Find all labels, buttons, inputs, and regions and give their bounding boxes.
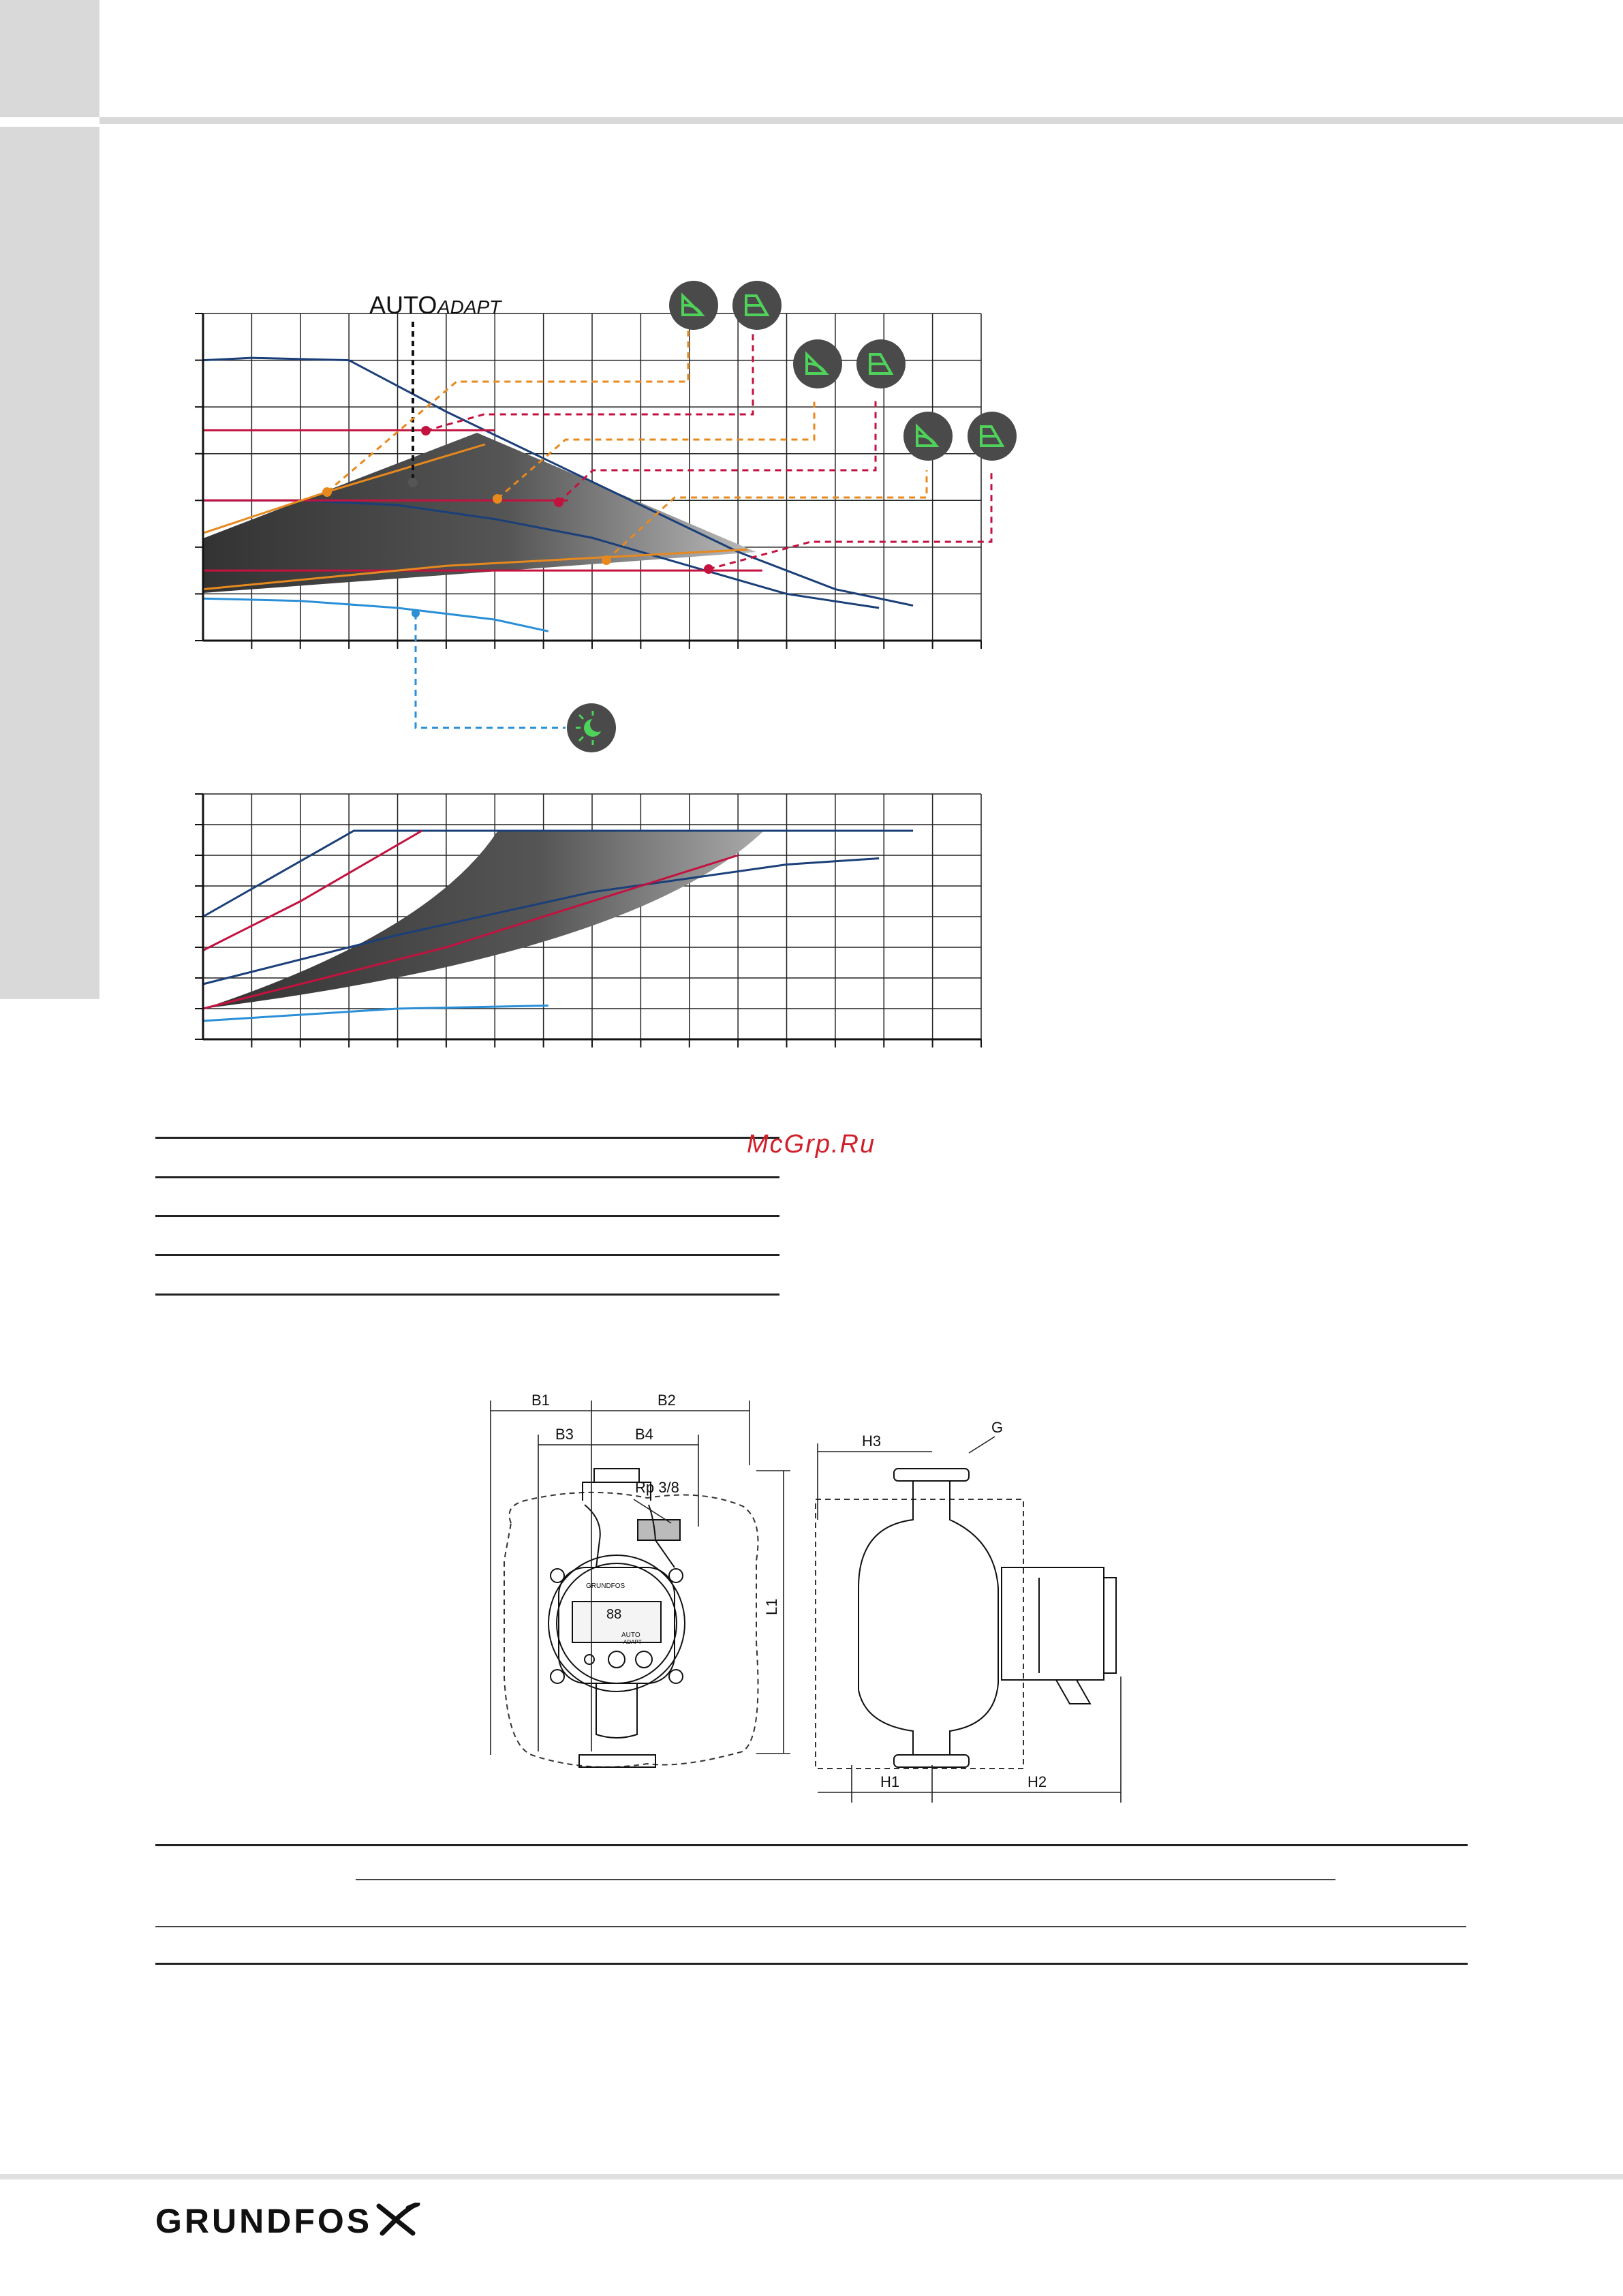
series-line bbox=[203, 1006, 548, 1022]
logo-text: GRUNDFOS bbox=[155, 2202, 373, 2240]
series-line bbox=[203, 598, 548, 631]
cp-icon-2 bbox=[856, 339, 906, 388]
power-chart-band bbox=[203, 831, 763, 1009]
dim-table-rule-1 bbox=[155, 1844, 1468, 1846]
svg-text:AUTO: AUTO bbox=[621, 1632, 640, 1639]
svg-text:Rp 3/8: Rp 3/8 bbox=[635, 1479, 679, 1496]
tab-block bbox=[0, 0, 99, 117]
svg-text:H1: H1 bbox=[880, 1773, 900, 1790]
grundfos-logo bbox=[155, 2201, 423, 2241]
svg-text:H2: H2 bbox=[1027, 1773, 1047, 1790]
pp-icon-2 bbox=[793, 339, 842, 388]
dim-table-rule-2 bbox=[356, 1879, 1335, 1880]
pp-icon-1 bbox=[669, 281, 718, 330]
power-chart bbox=[157, 784, 1077, 1056]
autoadapt-label-sub: ADAPT bbox=[437, 296, 501, 318]
svg-text:B4: B4 bbox=[635, 1426, 653, 1443]
watermark: McGrp.Ru bbox=[747, 1130, 876, 1159]
table-rule-5 bbox=[155, 1294, 779, 1296]
table-rule-2 bbox=[155, 1176, 779, 1178]
cp-icon-3 bbox=[968, 412, 1017, 461]
svg-text:88: 88 bbox=[606, 1607, 622, 1622]
night-mode-icon bbox=[567, 703, 616, 752]
pp-icon-3 bbox=[903, 412, 953, 461]
svg-text:G: G bbox=[991, 1419, 1004, 1436]
svg-text:L1: L1 bbox=[763, 1598, 780, 1615]
grundfos-x-icon bbox=[375, 2203, 423, 2237]
dim-table-rule-3 bbox=[155, 1926, 1466, 1927]
svg-text:GRUNDFOS: GRUNDFOS bbox=[586, 1582, 625, 1590]
header-rule bbox=[99, 117, 1623, 124]
svg-text:B3: B3 bbox=[555, 1426, 574, 1443]
svg-text:B1: B1 bbox=[531, 1392, 550, 1409]
dim-table-rule-4 bbox=[155, 1963, 1468, 1965]
svg-text:ADAPT: ADAPT bbox=[623, 1639, 642, 1645]
autoadapt-label: AUTO bbox=[369, 291, 437, 319]
table-rule-3 bbox=[155, 1215, 779, 1217]
table-rule-1 bbox=[155, 1137, 779, 1139]
side-bar bbox=[0, 127, 99, 999]
pump-dimension-drawing bbox=[477, 1383, 1158, 1813]
head-chart-proportional-band bbox=[203, 433, 756, 593]
head-chart bbox=[157, 273, 1077, 763]
footer-rule bbox=[0, 2174, 1623, 2179]
svg-text:B2: B2 bbox=[658, 1392, 676, 1409]
table-rule-4 bbox=[155, 1254, 779, 1256]
cp-icon-1 bbox=[732, 281, 782, 330]
svg-text:H3: H3 bbox=[862, 1433, 882, 1450]
